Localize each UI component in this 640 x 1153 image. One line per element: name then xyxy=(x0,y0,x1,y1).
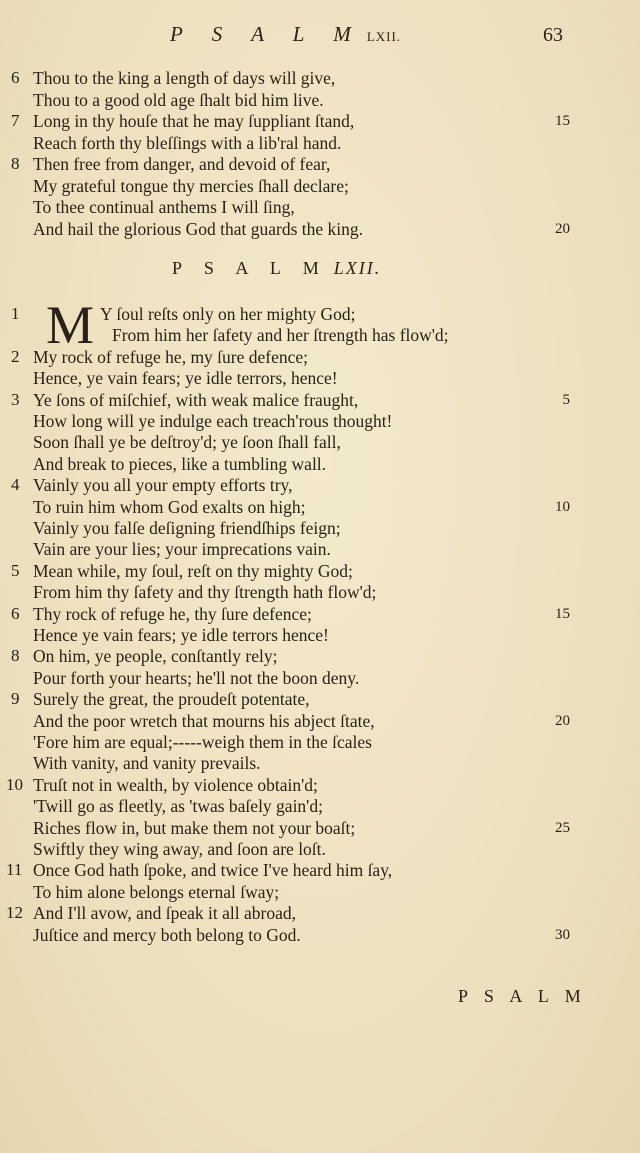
running-head-title: P S A L M xyxy=(170,22,363,46)
verse-line: Soon ſhall ye be deſtroy'd; ye ſoon ſhall fall, xyxy=(33,432,341,453)
verse-line: 'Fore him are equal;-----weigh them in the ſcales xyxy=(33,732,372,752)
verse-line: Thou to the king a length of days will give, xyxy=(33,68,336,88)
line-count-marker: 15 xyxy=(555,605,570,622)
verse-line: Reach forth thy bleſſings with a lib'ral hand. xyxy=(33,132,342,153)
verse-number: 7 xyxy=(11,111,20,130)
verse-line: Then free from danger, and devoid of fear, xyxy=(33,154,331,174)
verse-line: To him alone belongs eternal ſway; xyxy=(33,881,280,902)
verse-number: 10 xyxy=(6,774,23,794)
verse-line: Thy rock of refuge he, thy ſure defence; xyxy=(33,603,312,624)
verse-number: 9 xyxy=(11,689,20,709)
verse-line: And I'll avow, and ſpeak it all abroad, xyxy=(33,903,296,924)
verse-line: And break to pieces, like a tumbling wall. xyxy=(33,453,327,474)
verse-line: Pour forth your hearts; he'll not the boon deny. xyxy=(33,667,360,688)
verse-line: To thee continual anthems I will ſing, xyxy=(33,197,295,217)
verse-line: With vanity, and vanity prevails. xyxy=(33,753,261,774)
verse-number: 6 xyxy=(11,68,20,87)
running-head-number: LXII. xyxy=(366,29,402,44)
verse-line: Mean while, my ſoul, reſt on thy mighty God; xyxy=(33,560,353,581)
verse-line: On him, ye people, conſtantly rely; xyxy=(33,646,278,667)
psalm-title-number: LXII. xyxy=(333,258,382,278)
verse-line: Ye ſons of miſchief, with weak malice fraught, xyxy=(33,389,359,410)
verse-line: And the poor wretch that mourns his abject ſtate, xyxy=(33,710,375,731)
verse-line: Y ſoul reſts only on her mighty God; xyxy=(100,304,356,324)
verse-line: Once God hath ſpoke, and twice I've heard him ſay, xyxy=(33,860,393,881)
verse-number: 12 xyxy=(6,903,23,923)
running-head xyxy=(170,22,401,47)
verse-line: Hence, ye vain fears; ye idle terrors, hence! xyxy=(33,368,338,389)
verse-line: Surely the great, the proudeſt potentate, xyxy=(33,689,310,710)
verse-line: Riches flow in, but make them not your boaſt; xyxy=(33,817,356,838)
drop-cap: M xyxy=(46,295,95,355)
verse-line: Juſtice and mercy both belong to God. xyxy=(33,924,301,945)
psalm-title xyxy=(172,258,381,279)
line-count-marker: 20 xyxy=(555,220,570,237)
verse-line: Long in thy houſe that he may ſuppliant ſtand, xyxy=(33,111,355,131)
line-count-marker: 15 xyxy=(555,113,570,129)
verse-number: 4 xyxy=(11,475,20,495)
verse-line: 'Twill go as fleetly, as 'twas baſely gain'd; xyxy=(33,796,323,817)
verse-line: My grateful tongue thy mercies ſhall declare; xyxy=(33,175,349,196)
page-number: 63 xyxy=(543,24,563,46)
verse-number: 8 xyxy=(11,646,20,666)
verse-number: 11 xyxy=(6,860,23,880)
verse-line: Swiftly they wing away, and ſoon are loſt. xyxy=(33,839,326,859)
line-count-marker: 25 xyxy=(555,819,570,836)
verse-number: 3 xyxy=(11,389,20,409)
verse-line: Truſt not in wealth, by violence obtain'd; xyxy=(33,774,318,795)
line-count-marker: 10 xyxy=(555,498,570,515)
verse-number: 6 xyxy=(11,603,20,623)
verse-line: My rock of refuge he, my ſure defence; xyxy=(33,346,309,367)
verse-line: Thou to a good old age ſhalt bid him live. xyxy=(33,89,324,110)
line-count-marker: 30 xyxy=(555,926,570,943)
psalm-title-word: P S A L M xyxy=(172,258,328,278)
verse-line: To ruin him whom God exalts on high; xyxy=(33,496,306,517)
verse-number: 5 xyxy=(11,560,20,580)
verse-line: Vainly you falſe deſigning friendſhips feign; xyxy=(33,518,341,538)
verse-number: 1 xyxy=(11,304,20,323)
verse-line: From him thy ſafety and thy ſtrength hath flow'd; xyxy=(33,582,377,603)
verse-line: And hail the glorious God that guards the king. xyxy=(33,218,364,239)
verse-number: 2 xyxy=(11,346,20,366)
line-count-marker: 5 xyxy=(562,391,570,408)
verse-line: From him her ſafety and her ſtrength has flow'd; xyxy=(112,325,449,346)
verse-number: 8 xyxy=(11,154,20,173)
verse-line: Hence ye vain fears; ye idle terrors hence! xyxy=(33,625,329,645)
line-count-marker: 20 xyxy=(555,712,570,729)
verse-line: How long will ye indulge each treach'rous thought! xyxy=(33,411,393,431)
verse-line: Vain are your lies; your imprecations vain. xyxy=(33,539,331,560)
verse-line: Vainly you all your empty efforts try, xyxy=(33,475,293,496)
catchword: P S A L M xyxy=(458,986,587,1006)
